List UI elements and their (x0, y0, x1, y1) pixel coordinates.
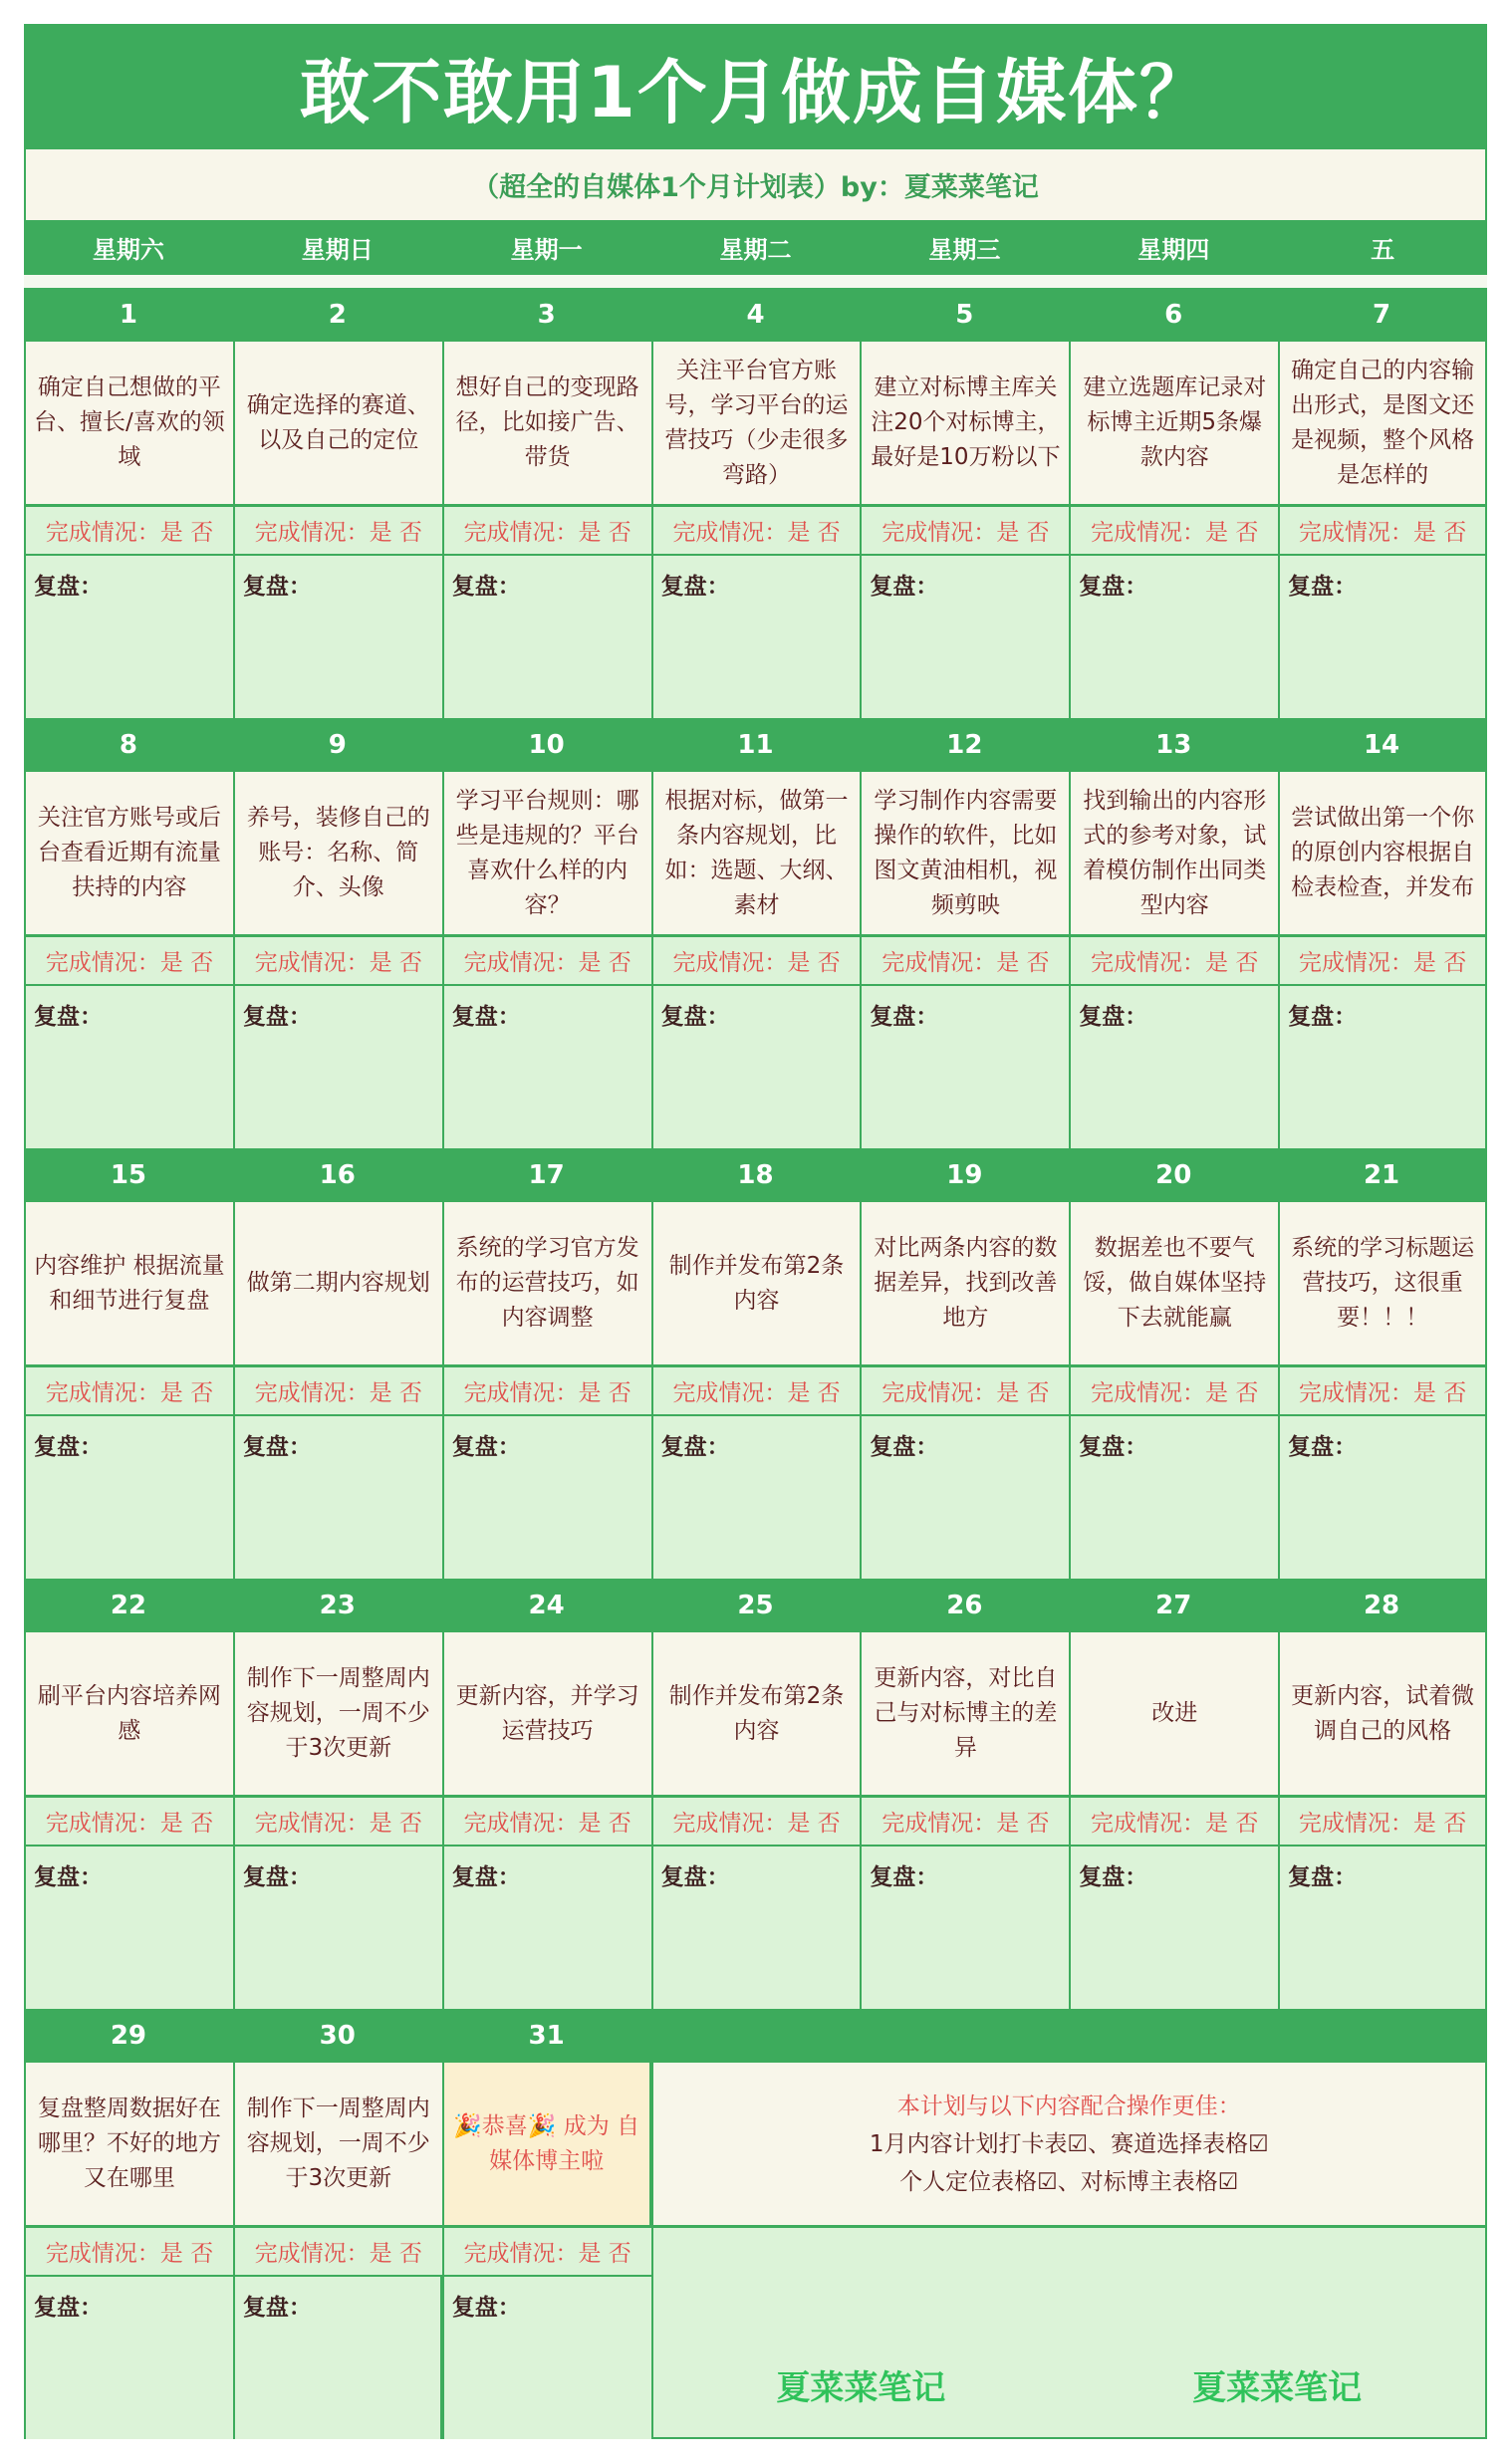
day-number: 11 (651, 718, 861, 772)
day-task: 做第二期内容规划 (233, 1202, 442, 1364)
day-task: 制作并发布第2条内容 (651, 1202, 861, 1364)
note-blank (651, 2225, 1487, 2439)
day-number: 28 (1278, 1579, 1487, 1632)
completion-checkbox[interactable]: 完成情况：是 否 (1069, 1795, 1278, 1847)
day-number: 30 (233, 2009, 442, 2063)
review-field[interactable]: 复盘： (651, 986, 861, 1148)
completion-checkbox[interactable]: 完成情况：是 否 (24, 1795, 233, 1847)
review-field[interactable]: 复盘： (442, 1416, 651, 1579)
completion-checkbox[interactable]: 完成情况：是 否 (651, 934, 861, 986)
day-number: 20 (1069, 1148, 1278, 1202)
day-number: 18 (651, 1148, 861, 1202)
day-number: 2 (233, 288, 442, 342)
review-field[interactable]: 复盘： (1278, 986, 1487, 1148)
day-number: 1 (24, 288, 233, 342)
completion-checkbox[interactable]: 完成情况：是 否 (233, 2225, 442, 2277)
day-task: 确定自己的内容输出形式，是图文还是视频，整个风格是怎样的 (1278, 342, 1487, 504)
completion-checkbox[interactable]: 完成情况：是 否 (860, 504, 1069, 556)
day-task: 确定自己想做的平台、擅长/喜欢的领域 (24, 342, 233, 504)
review-field[interactable]: 复盘： (860, 1416, 1069, 1579)
weekday-label: 星期日 (301, 236, 374, 264)
review-field[interactable]: 复盘： (442, 1847, 651, 2009)
completion-checkbox[interactable]: 完成情况：是 否 (651, 1364, 861, 1416)
completion-checkbox[interactable]: 完成情况：是 否 (233, 934, 442, 986)
day-number: 22 (24, 1579, 233, 1632)
weekday-label: 星期三 (928, 236, 1001, 264)
review-field[interactable]: 复盘： (24, 1416, 233, 1579)
day-number: 29 (24, 2009, 233, 2063)
day-task: 尝试做出第一个你的原创内容根据自检表检查，并发布 (1278, 772, 1487, 934)
review-field[interactable]: 复盘： (1278, 556, 1487, 718)
weeks (24, 288, 1487, 2439)
review-field[interactable]: 复盘： (1069, 1416, 1278, 1579)
day-task: 关注官方账号或后台查看近期有流量扶持的内容 (24, 772, 233, 934)
completion-checkbox[interactable]: 完成情况：是 否 (24, 2225, 233, 2277)
day-task: 数据差也不要气馁，做自媒体坚持下去就能赢 (1069, 1202, 1278, 1364)
day-task: 🎉恭喜🎉 成为 自媒体博主啦 (442, 2063, 651, 2225)
day-task: 确定选择的赛道、以及自己的定位 (233, 342, 442, 504)
review-field[interactable]: 复盘： (1069, 1847, 1278, 2009)
review-field[interactable]: 复盘： (651, 1847, 861, 2009)
review-field[interactable]: 复盘： (1278, 1416, 1487, 1579)
review-field[interactable]: 复盘： (1069, 986, 1278, 1148)
weekday-label: 星期四 (1137, 236, 1210, 264)
day-number: 7 (1278, 288, 1487, 342)
calendar-sheet (24, 24, 1487, 2439)
day-task: 制作下一周整周内容规划，一周不少于3次更新 (233, 1632, 442, 1795)
day-task: 学习平台规则：哪些是违规的？平台喜欢什么样的内容？ (442, 772, 651, 934)
day-number: 23 (233, 1579, 442, 1632)
review-field[interactable]: 复盘： (860, 986, 1069, 1148)
day-number: 21 (1278, 1148, 1487, 1202)
review-field[interactable]: 复盘： (860, 1847, 1069, 2009)
header-blank (651, 2009, 1487, 2063)
review-field[interactable]: 复盘： (233, 986, 442, 1148)
day-task: 找到输出的内容形式的参考对象，试着模仿制作出同类型内容 (1069, 772, 1278, 934)
divider (24, 275, 1487, 288)
day-task: 系统的学习标题运营技巧，这很重要！！！ (1278, 1202, 1487, 1364)
review-field[interactable]: 复盘： (24, 556, 233, 718)
completion-checkbox[interactable]: 完成情况：是 否 (1278, 1795, 1487, 1847)
day-task: 内容维护 根据流量和细节进行复盘 (24, 1202, 233, 1364)
completion-checkbox[interactable]: 完成情况：是 否 (1069, 934, 1278, 986)
watermark-text: 夏菜菜笔记 (1192, 2368, 1363, 2408)
completion-checkbox[interactable]: 完成情况：是 否 (1069, 1364, 1278, 1416)
week-row (24, 1148, 1487, 1579)
watermark-text: 夏菜菜笔记 (776, 2368, 946, 2408)
day-number: 4 (651, 288, 861, 342)
completion-checkbox[interactable]: 完成情况：是 否 (1278, 934, 1487, 986)
day-task: 根据对标，做第一条内容规划，比如：选题、大纲、素材 (651, 772, 861, 934)
weekday-label: 五 (1371, 236, 1395, 264)
day-number: 3 (442, 288, 651, 342)
day-number: 31 (442, 2009, 651, 2063)
completion-checkbox[interactable]: 完成情况：是 否 (442, 504, 651, 556)
completion-checkbox[interactable]: 完成情况：是 否 (860, 1364, 1069, 1416)
day-number: 15 (24, 1148, 233, 1202)
review-field[interactable]: 复盘： (860, 556, 1069, 718)
note-line: 1月内容计划打卡表☑、赛道选择表格☑ (869, 2130, 1269, 2157)
day-task: 更新内容，并学习运营技巧 (442, 1632, 651, 1795)
day-task: 更新内容，对比自己与对标博主的差异 (860, 1632, 1069, 1795)
day-number: 24 (442, 1579, 651, 1632)
review-field[interactable]: 复盘： (233, 1416, 442, 1579)
day-number: 10 (442, 718, 651, 772)
review-field[interactable]: 复盘： (24, 986, 233, 1148)
weekday-label: 星期一 (510, 236, 583, 264)
day-task: 对比两条内容的数据差异，找到改善地方 (860, 1202, 1069, 1364)
day-task: 更新内容，试着微调自己的风格 (1278, 1632, 1487, 1795)
day-task: 关注平台官方账号，学习平台的运营技巧（少走很多弯路） (651, 342, 861, 504)
weekday-label: 星期二 (719, 236, 792, 264)
completion-checkbox[interactable]: 完成情况：是 否 (651, 504, 861, 556)
review-field[interactable]: 复盘： (442, 2277, 651, 2439)
day-task: 系统的学习官方发布的运营技巧，如内容调整 (442, 1202, 651, 1364)
completion-checkbox[interactable]: 完成情况：是 否 (860, 934, 1069, 986)
day-number: 12 (860, 718, 1069, 772)
day-task: 刷平台内容培养网感 (24, 1632, 233, 1795)
review-field[interactable]: 复盘： (1278, 1847, 1487, 2009)
day-task: 改进 (1069, 1632, 1278, 1795)
completion-checkbox[interactable]: 完成情况：是 否 (442, 1795, 651, 1847)
day-number: 19 (860, 1148, 1069, 1202)
day-number: 14 (1278, 718, 1487, 772)
note-heading: 本计划与以下内容配合操作更佳： (896, 2093, 1241, 2119)
completion-checkbox[interactable]: 完成情况：是 否 (442, 1364, 651, 1416)
completion-checkbox[interactable]: 完成情况：是 否 (442, 934, 651, 986)
completion-checkbox[interactable]: 完成情况：是 否 (233, 504, 442, 556)
week-row (24, 718, 1487, 1148)
review-field[interactable]: 复盘： (233, 2277, 442, 2439)
completion-checkbox[interactable]: 完成情况：是 否 (1278, 504, 1487, 556)
day-number: 6 (1069, 288, 1278, 342)
day-task: 学习制作内容需要操作的软件，比如图文黄油相机，视频剪映 (860, 772, 1069, 934)
review-field[interactable]: 复盘： (233, 556, 442, 718)
day-number: 9 (233, 718, 442, 772)
day-number: 26 (860, 1579, 1069, 1632)
completion-checkbox[interactable]: 完成情况：是 否 (24, 504, 233, 556)
completion-checkbox[interactable]: 完成情况：是 否 (233, 1795, 442, 1847)
review-field[interactable]: 复盘： (651, 1416, 861, 1579)
completion-checkbox[interactable]: 完成情况：是 否 (233, 1364, 442, 1416)
completion-checkbox[interactable]: 完成情况：是 否 (24, 934, 233, 986)
day-number: 17 (442, 1148, 651, 1202)
week-row (24, 2009, 1487, 2439)
completion-checkbox[interactable]: 完成情况：是 否 (1069, 504, 1278, 556)
week-row (24, 288, 1487, 718)
day-task: 复盘整周数据好在哪里？不好的地方又在哪里 (24, 2063, 233, 2225)
day-number: 13 (1069, 718, 1278, 772)
review-field[interactable]: 复盘： (1069, 556, 1278, 718)
completion-checkbox[interactable]: 完成情况：是 否 (442, 2225, 651, 2277)
plan-note (651, 2063, 1487, 2225)
day-task: 建立选题库记录对标博主近期5条爆款内容 (1069, 342, 1278, 504)
page-title: 敢不敢用1个月做成自媒体？ (24, 24, 1487, 149)
weekday-label: 星期六 (92, 236, 164, 264)
weekday-header (24, 220, 1487, 275)
note-line: 个人定位表格☑、对标博主表格☑ (899, 2168, 1239, 2195)
page-subtitle: （超全的自媒体1个月计划表）by：夏菜菜笔记 (24, 149, 1487, 220)
day-number: 25 (651, 1579, 861, 1632)
week-row (24, 1579, 1487, 2009)
day-number: 16 (233, 1148, 442, 1202)
completion-checkbox[interactable]: 完成情况：是 否 (1278, 1364, 1487, 1416)
day-task: 制作并发布第2条内容 (651, 1632, 861, 1795)
day-task: 想好自己的变现路径，比如接广告、带货 (442, 342, 651, 504)
completion-checkbox[interactable]: 完成情况：是 否 (651, 1795, 861, 1847)
review-field[interactable]: 复盘： (442, 986, 651, 1148)
completion-checkbox[interactable]: 完成情况：是 否 (860, 1795, 1069, 1847)
review-field[interactable]: 复盘： (24, 2277, 233, 2439)
review-field[interactable]: 复盘： (233, 1847, 442, 2009)
day-task: 制作下一周整周内容规划，一周不少于3次更新 (233, 2063, 442, 2225)
day-task: 建立对标博主库关注20个对标博主，最好是10万粉以下 (860, 342, 1069, 504)
day-task: 养号，装修自己的账号：名称、简介、头像 (233, 772, 442, 934)
day-number: 5 (860, 288, 1069, 342)
review-field[interactable]: 复盘： (442, 556, 651, 718)
day-number: 27 (1069, 1579, 1278, 1632)
day-number: 8 (24, 718, 233, 772)
review-field[interactable]: 复盘： (651, 556, 861, 718)
completion-checkbox[interactable]: 完成情况：是 否 (24, 1364, 233, 1416)
review-field[interactable]: 复盘： (24, 1847, 233, 2009)
